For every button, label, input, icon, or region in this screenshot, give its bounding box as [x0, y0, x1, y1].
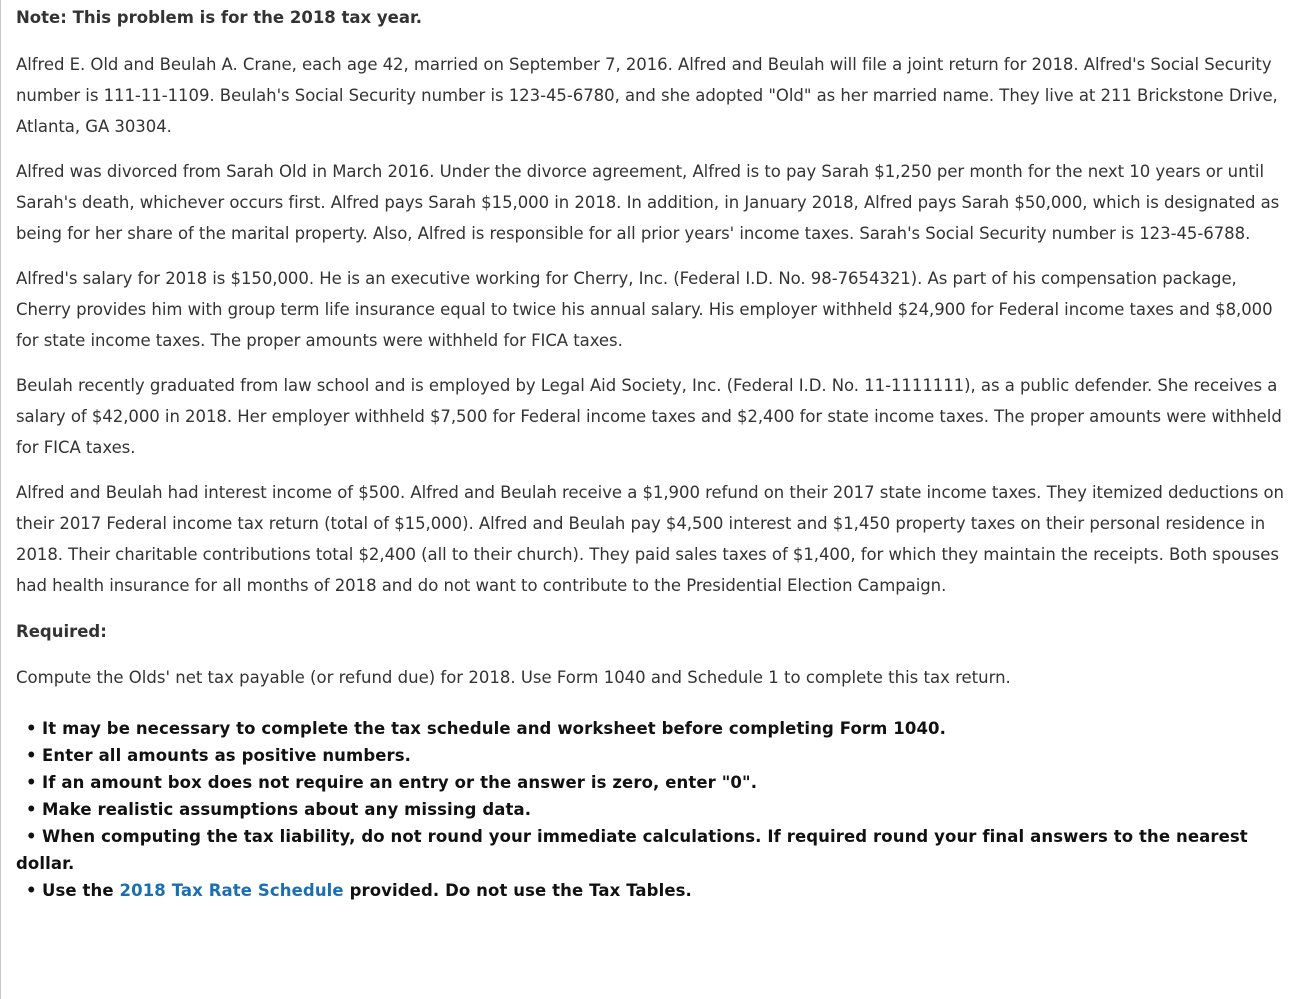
- paragraph-taxpayers: Alfred E. Old and Beulah A. Crane, each age 42, married on September 7, 2016. Alfred and Beulah will file a joint return for 2018. Alfred's Social Security number is 111-11-1109. Beulah's Social Security number is 123-45-6780, and she adopted "Old" as her married name. They live at 211 Brickstone Drive, Atlanta, GA 30304.: [16, 55, 1278, 136]
- compute-instruction: Compute the Olds' net tax payable (or refund due) for 2018. Use Form 1040 and Schedule 1 to complete this tax return.: [16, 668, 1011, 687]
- bullet-icon: •: [26, 827, 37, 846]
- tax-year-note: Note: This problem is for the 2018 tax year.: [16, 8, 423, 27]
- instruction-item: [16, 796, 1296, 823]
- instruction-item: [16, 823, 1296, 877]
- paragraph-beulah-salary: Beulah recently graduated from law school and is employed by Legal Aid Society, Inc. (Federal I.D. No. 11-1111111), as a public defender. She receives a salary of $42,000 in 2018. Her employer withheld $7,500 for Federal income taxes and $2,400 for state income taxes. The proper amounts were withheld for FICA taxes.: [16, 376, 1282, 457]
- instruction-text: It may be necessary to complete the tax schedule and worksheet before completing Form 1040.: [42, 719, 946, 738]
- instruction-prefix: Use the: [42, 881, 120, 900]
- instruction-item: [16, 769, 1296, 796]
- bullet-icon: •: [26, 746, 37, 765]
- instruction-text: When computing the tax liability, do not round your immediate calculations. If required round your final answers to the nearest dollar.: [16, 827, 1248, 873]
- bullet-icon: •: [26, 773, 37, 792]
- instruction-list: [16, 715, 1296, 904]
- paragraph-other-income-deductions: Alfred and Beulah had interest income of $500. Alfred and Beulah receive a $1,900 refund on their 2017 state income taxes. They itemized deductions on their 2017 Federal income tax return (total of $15,000). Alfred and Beulah pay $4,500 interest and $1,450 property taxes on their personal residence in 2018. Their charitable contributions total $2,400 (all to their church). They paid sales taxes of $1,400, for which they maintain the receipts. Both spouses had health insurance for all months of 2018 and do not want to contribute to the Presidential Election Campaign.: [16, 483, 1284, 595]
- instruction-item: [16, 715, 1296, 742]
- instruction-text: If an amount box does not require an entry or the answer is zero, enter "0".: [42, 773, 758, 792]
- instruction-suffix: provided. Do not use the Tax Tables.: [343, 881, 692, 900]
- instruction-text: Enter all amounts as positive numbers.: [42, 746, 412, 765]
- tax-rate-schedule-link[interactable]: 2018 Tax Rate Schedule: [119, 881, 344, 900]
- instruction-item: [16, 877, 1296, 904]
- bullet-icon: •: [26, 800, 37, 819]
- bullet-icon: •: [26, 719, 37, 738]
- required-heading: Required:: [16, 622, 107, 641]
- paragraph-alfred-salary: Alfred's salary for 2018 is $150,000. He is an executive working for Cherry, Inc. (Federal I.D. No. 98-7654321). As part of his compensation package, Cherry provides him with group term life insurance equal to twice his annual salary. His employer withheld $24,900 for Federal income taxes and $8,000 for state income taxes. The proper amounts were withheld for FICA taxes.: [16, 269, 1273, 350]
- instruction-text: Make realistic assumptions about any missing data.: [42, 800, 532, 819]
- instruction-item: [16, 742, 1296, 769]
- bullet-icon: •: [26, 881, 37, 900]
- paragraph-divorce: Alfred was divorced from Sarah Old in March 2016. Under the divorce agreement, Alfred is to pay Sarah $1,250 per month for the next 10 years or until Sarah's death, whichever occurs first. Alfred pays Sarah $15,000 in 2018. In addition, in January 2018, Alfred pays Sarah $50,000, which is designated as being for her share of the marital property. Also, Alfred is responsible for all prior years' income taxes. Sarah's Social Security number is 123-45-6788.: [16, 162, 1280, 243]
